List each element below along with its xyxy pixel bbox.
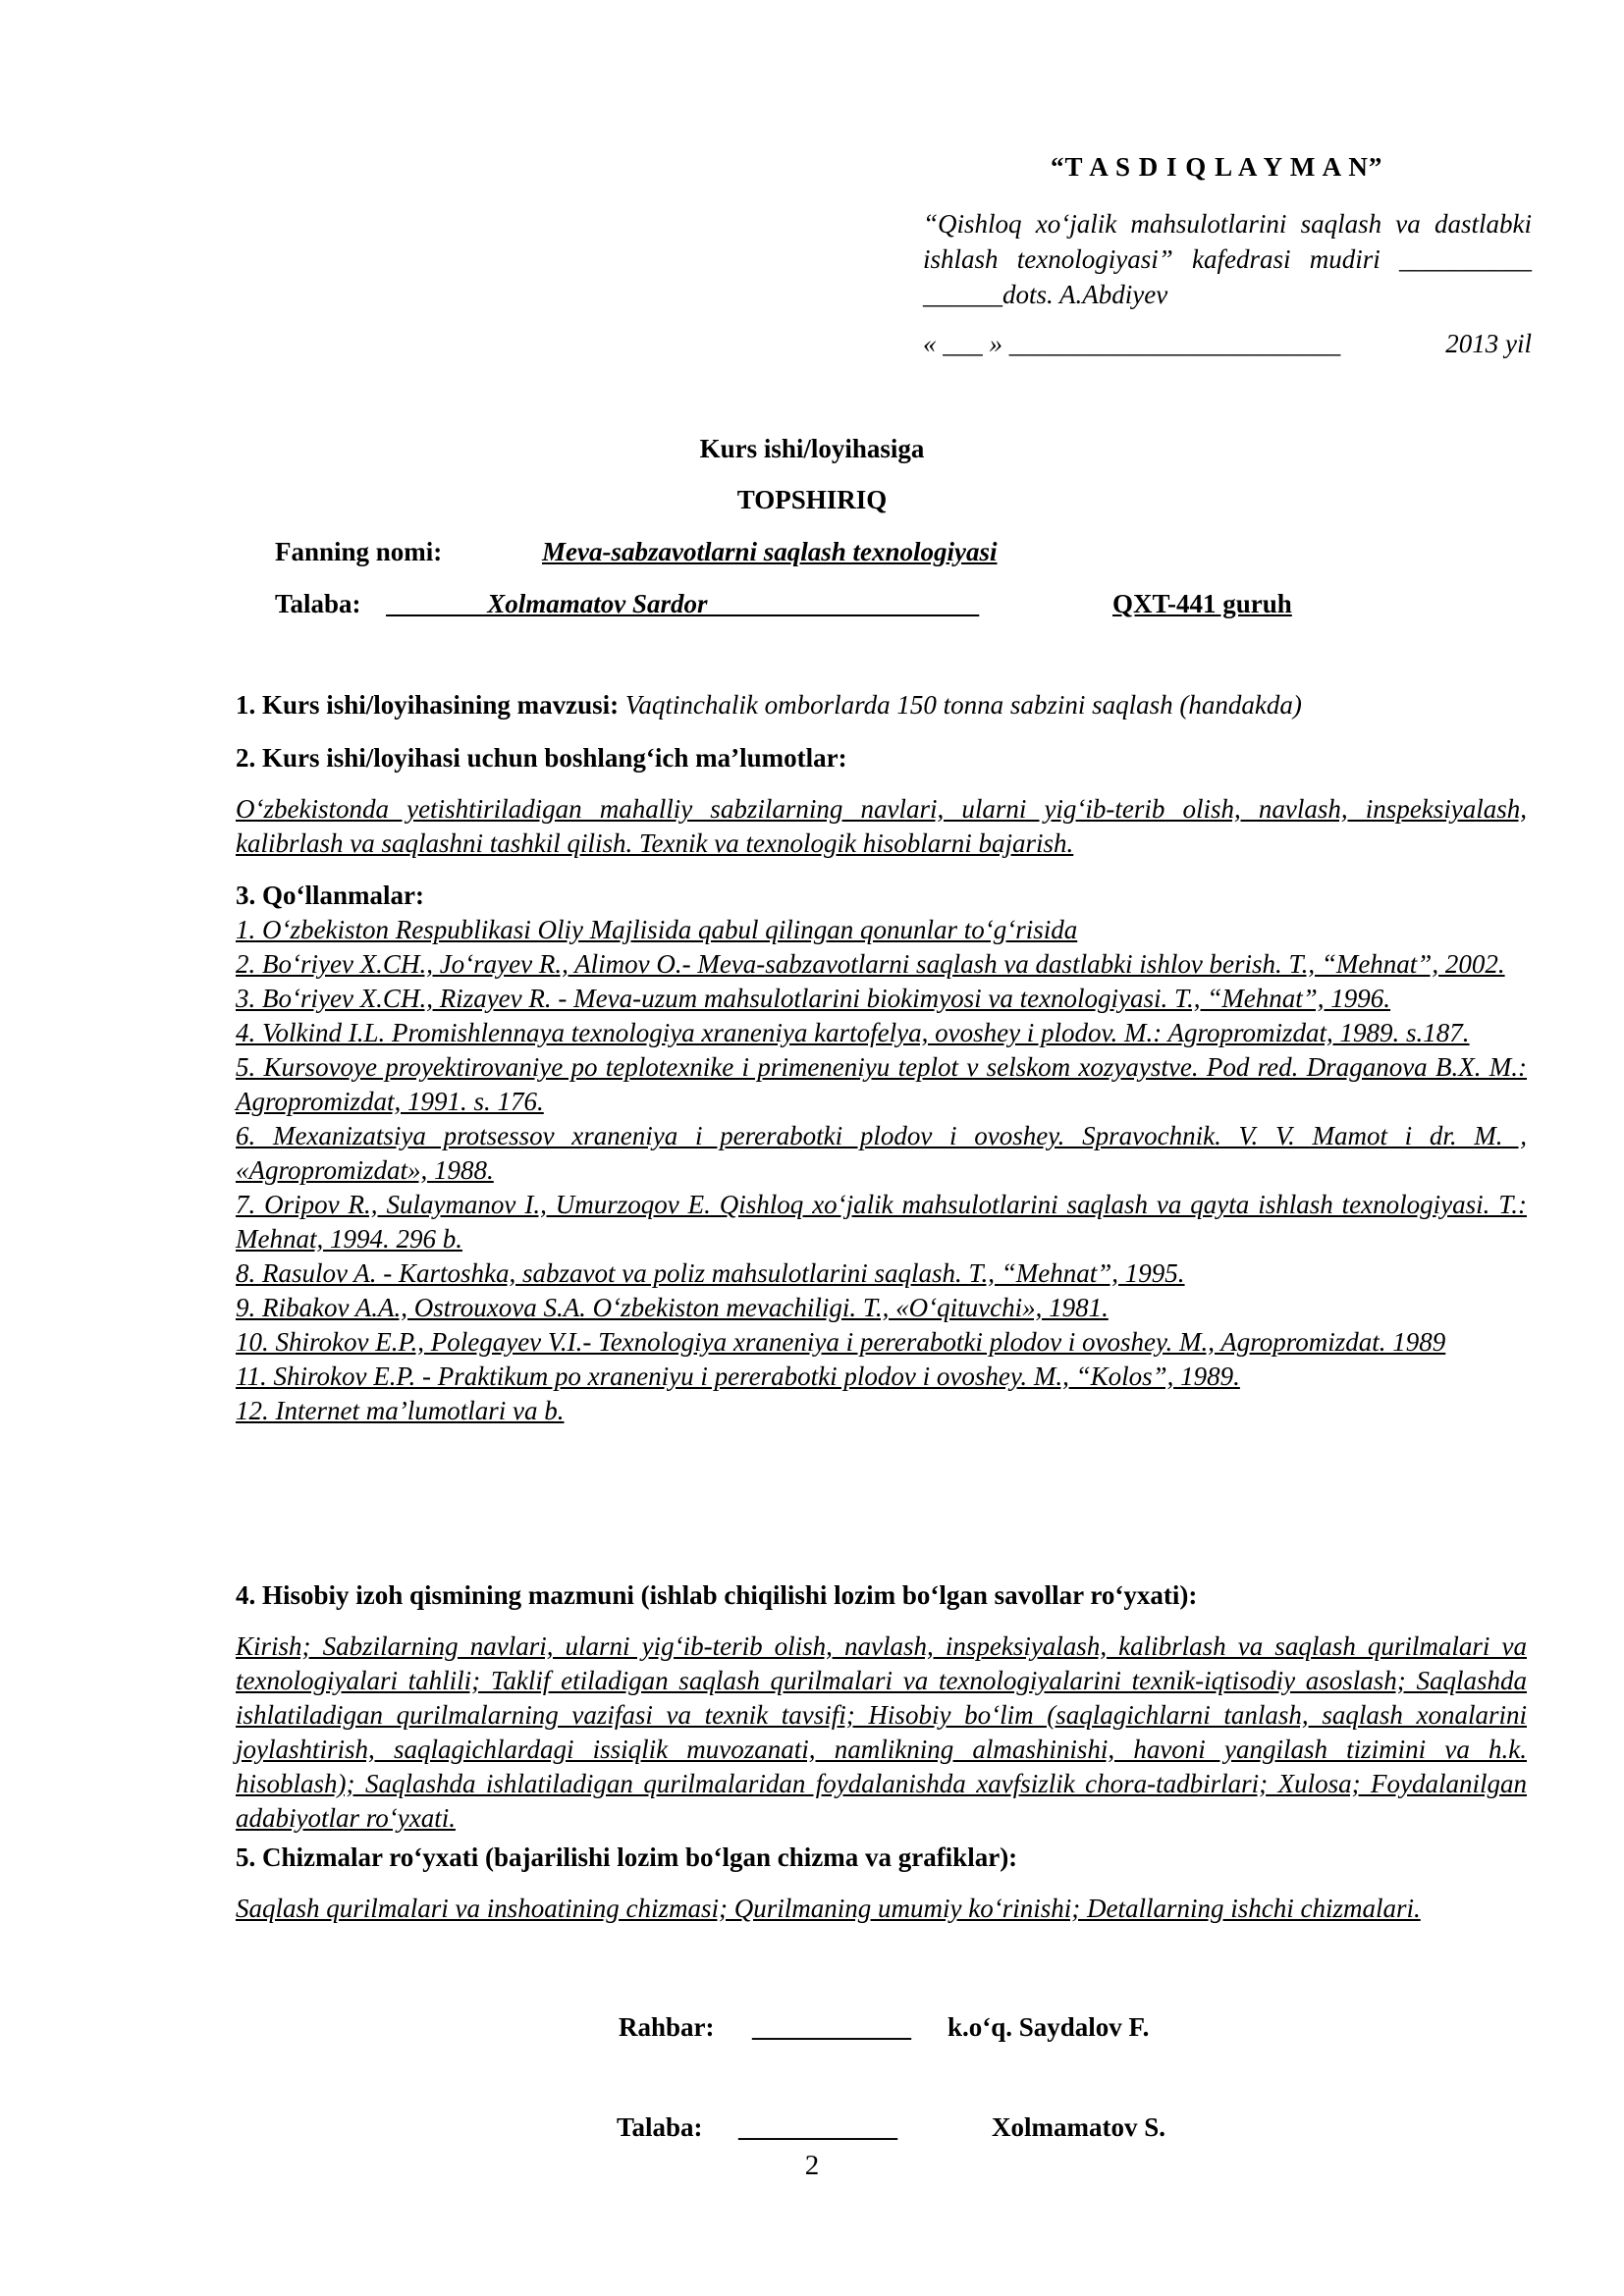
reference-item: 1. O‘zbekiston Respublikasi Oliy Majlisida qabul qilingan qonunlar to‘g‘risida: [236, 915, 1078, 944]
approval-date-year: 2013 yil: [1445, 329, 1532, 358]
student-name: _______ Xolmamatov Sardor ____________________: [388, 589, 980, 618]
supervisor-name: k.o‘q. Saydalov F.: [947, 2012, 1150, 2042]
reference-item: 3. Bo‘riyev X.CH., Rizayev R. - Meva-uzum mahsulotlarini biokimyosi va texnologiyasi. T., “Mehnat”, 1996.: [236, 984, 1391, 1013]
section-4-label: 4. Hisobiy izoh qismining mazmuni (ishlab chiqilishi lozim bo‘lgan savollar ro‘yxati):: [236, 1580, 1198, 1610]
approval-body: “Qishloq xo‘jalik mahsulotlarini saqlash va dastlabki ishlash texnologiyasi” kafedrasi mudiri __________ ______dots. A.Abdiyev: [923, 209, 1532, 309]
reference-item: 2. Bo‘riyev X.CH., Jo‘rayev R., Alimov O.- Meva-sabzavotlarni saqlash va dastlabki ishlov berish. T., “Mehnat”, 2002.: [236, 949, 1505, 979]
reference-item: 12. Internet ma’lumotlari va b.: [236, 1396, 565, 1425]
document-title: TOPSHIRIQ: [736, 485, 888, 514]
section-5-text: Saqlash qurilmalari va inshoatining chizmasi; Qurilmaning umumiy ko‘rinishi; Detallarning ishchi chizmalari.: [236, 1894, 1421, 1923]
approval-date: [923, 329, 1532, 359]
header-line-1: Kurs ishi/loyihasiga: [699, 434, 925, 463]
student-signature-label: Talaba:: [617, 2112, 703, 2142]
supervisor-signature-line: ____________: [752, 2012, 911, 2042]
subject-label: Fanning nomi:: [275, 537, 443, 566]
page-number: 2: [804, 2150, 820, 2181]
reference-item: 8. Rasulov A. - Kartoshka, sabzavot va poliz mahsulotlarini saqlash. T., “Mehnat”, 1995.: [236, 1258, 1185, 1288]
reference-item: 6. Mexanizatsiya protsessov xraneniya i pererabotki plodov i ovoshey. Spravochnik. V. V. Mamot i dr. M. , «Agropromizdat», 1988.: [236, 1121, 1527, 1185]
reference-item: 4. Volkind I.L. Promishlennaya texnologiya xraneniya kartofelya, ovoshey i plodov. M.: Agropromizdat, 1989. s.187.: [236, 1018, 1470, 1047]
reference-item: 5. Kursovoye proyektirovaniye po teplotexnike i primeneniyu teplot v selskom xozyaystve. Pod red. Draganova B.X. M.: Agropromizdat, 1991. s. 176.: [236, 1052, 1527, 1116]
section-2-label: 2. Kurs ishi/loyihasi uchun boshlang‘ich ma’lumotlar:: [236, 743, 847, 773]
references-list: [236, 913, 1527, 1428]
student-signature-line: ____________: [738, 2112, 897, 2142]
section-2-text: O‘zbekistonda yetishtiriladigan mahalliy sabzilarning navlari, ularni yig‘ib-terib olish, navlash, inspeksiyalash, kalibrlash va saqlashni tashkil qilish. Texnik va texnologik hisoblarni bajarish.: [236, 794, 1527, 858]
section-1-topic: Vaqtinchalik omborlarda 150 tonna sabzini saqlash (handakda): [624, 690, 1302, 720]
section-3-label: 3. Qo‘llanmalar:: [236, 881, 424, 910]
reference-item: 10. Shirokov E.P., Polegayev V.I.- Texnologiya xraneniya i pererabotki plodov i ovoshey. M., Agropromizdat. 1989: [236, 1327, 1446, 1357]
student-signature-name: Xolmamatov S.: [992, 2112, 1165, 2142]
section-5-label: 5. Chizmalar ro‘yxati (bajarilishi lozim bo‘lgan chizma va grafiklar):: [236, 1842, 1018, 1872]
approval-title: “T A S D I Q L A Y M A N”: [1051, 152, 1383, 182]
student-group: QXT-441 guruh: [1112, 589, 1292, 618]
section-4-text: Kirish; Sabzilarning navlari, ularni yig‘ib-terib olish, navlash, inspeksiyalash, kalibrlash va saqlash qurilmalari va texnologiyalari tahlili; Taklif etiladigan saqlash qurilmalari va texnologiyalarini texnik-iqtisodiy asoslash; Saqlashda ishlatiladigan qurilmalarning vazifasi va texnik tavsifi; Hisobiy bo‘lim (saqlagichlarni tanlash, saqlash xonalarini joylashtirish, saqlagichlardagi issiqlik muvozanati, namlikning almashinishi, havoni yangilash tizimini va h.k. hisoblash); Saqlashda ishlatiladigan qurilmalaridan foydalanishda xavfsizlik chora-tadbirlari; Xulosa; Foydalanilgan adabiyotlar ro‘yxati.: [236, 1631, 1527, 1833]
reference-item: 9. Ribakov A.A., Ostrouxova S.A. O‘zbekiston mevachiligi. T., «O‘qituvchi», 1981.: [236, 1293, 1109, 1322]
reference-item: 11. Shirokov E.P. - Praktikum po xraneniyu i pererabotki plodov i ovoshey. M., “Kolos”, 1989.: [236, 1362, 1240, 1391]
student-label: Talaba:: [275, 589, 361, 618]
approval-date-blank: « ___ » _________________________: [923, 329, 1341, 358]
subject-value: Meva-sabzavotlarni saqlash texnologiyasi: [542, 537, 998, 566]
supervisor-label: Rahbar:: [619, 2012, 715, 2042]
section-1: [236, 690, 1302, 721]
reference-item: 7. Oripov R., Sulaymanov I., Umurzoqov E. Qishloq xo‘jalik mahsulotlarini saqlash va qayta ishlash texnologiyasi. T.: Mehnat, 1994. 296 b.: [236, 1190, 1527, 1254]
section-1-label: 1. Kurs ishi/loyihasining mavzusi:: [236, 690, 620, 720]
